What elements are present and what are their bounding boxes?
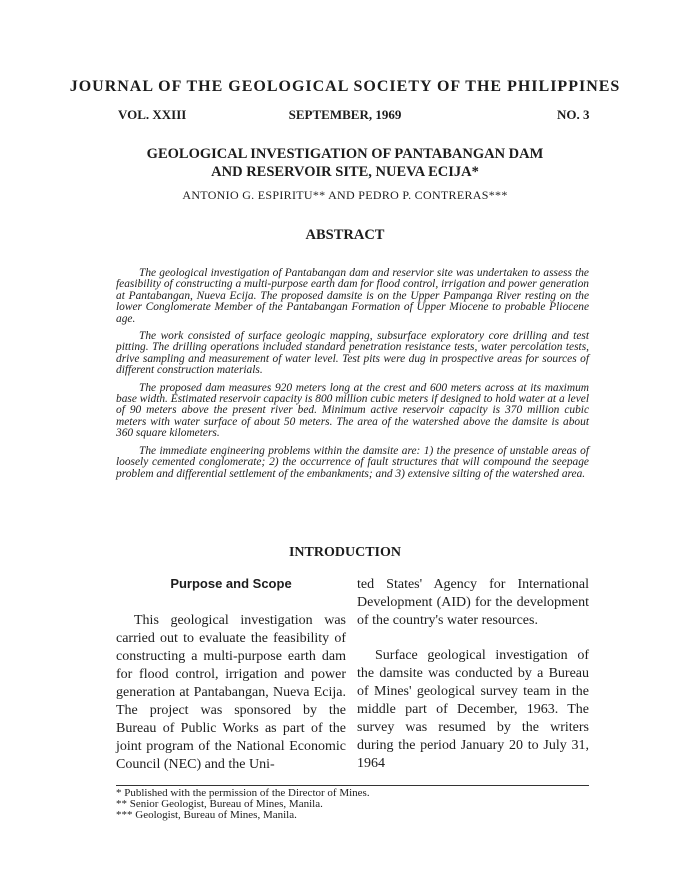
journal-title: JOURNAL OF THE GEOLOGICAL SOCIETY OF THE PHILIPPINES (69, 78, 621, 95)
abstract-heading: ABSTRACT (305, 227, 385, 243)
body-paragraph: This geological investigation was carried out to evaluate the feasibility of constructing a multi-purpose earth dam for flood control, irrigation and power generation at Pantabangan, Nueva Ecija. The project was sponsored by the Bureau of Public Works as part of the joint program of the National Economic Council (NEC) and the Uni- (116, 613, 346, 772)
body-paragraph: ted States' Agency for International Development (AID) for the development of the country's water resources. (357, 577, 589, 628)
volume-label: VOL. XXIII (118, 107, 187, 122)
abstract-paragraph: The work consisted of surface geologic mapping, subsurface exploratory core drilling and test pitting. The drilling operations included standard penetration resistance tests, water percolation tests, drive sampling and measurement of water level. Test pits were dug in prospective areas for sources of different construction materials. (116, 330, 589, 377)
article-title (0, 145, 690, 181)
footnote: ** Senior Geologist, Bureau of Mines, Manila. (116, 798, 323, 810)
abstract-paragraph: The immediate engineering problems within the damsite are: 1) the presence of unstable areas of loosely cemented conglomerate; 2) the occurrence of fault structures that will compound the seepage problem and differential settlement of the embankments; and 3) extensive silting of the watershed area. (116, 444, 589, 480)
left-column (116, 612, 346, 791)
body-paragraph: Surface geological investigation of the damsite was conducted by a Bureau of Mines' geological survey team in the middle part of December, 1963. The survey was resumed by the writers during the period January 20 to July 31, 1964 (357, 648, 589, 771)
purpose-scope-heading: Purpose and Scope (170, 576, 292, 591)
right-column (357, 576, 589, 790)
issue-date: SEPTEMBER, 1969 (288, 107, 402, 122)
authors: ANTONIO G. ESPIRITU** AND PEDRO P. CONTRERAS*** (182, 188, 508, 202)
introduction-heading: INTRODUCTION (288, 545, 401, 560)
abstract-body (116, 268, 589, 486)
footnotes (116, 788, 589, 821)
footnote: *** Geologist, Bureau of Mines, Manila. (116, 809, 297, 821)
article-title-line-1: GEOLOGICAL INVESTIGATION OF PANTABANGAN DAM (146, 146, 544, 162)
abstract-paragraph: The geological investigation of Pantabangan dam and reservior site was undertaken to assess the feasibility of constructing a multi-purpose earth dam for flood control, irrigation and power generation at Pantabangan, Nueva Ecija. The proposed damsite is on the Upper Pampanga River resting on the lower Conglomerate Member of the Pantabangan Formation of Upper Miocene to probable Pliocene age. (116, 267, 589, 325)
issue-number: NO. 3 (557, 107, 590, 122)
article-title-line-2: AND RESERVOIR SITE, NUEVA ECIJA* (211, 164, 479, 180)
abstract-paragraph: The proposed dam measures 920 meters long at the crest and 600 meters across at its maximum base width. Estimated reservoir capacity is 800 million cubic meters if designed to hold water at a level of 90 meters above the present river bed. Minimum active reservoir capacity is 370 million cubic meters with water surface of about 50 meters. The area of the watershed above the damsite is about 360 square kilometers. (116, 381, 589, 440)
footnote-divider (116, 785, 589, 786)
footnote: * Published with the permission of the Director of Mines. (116, 787, 370, 799)
